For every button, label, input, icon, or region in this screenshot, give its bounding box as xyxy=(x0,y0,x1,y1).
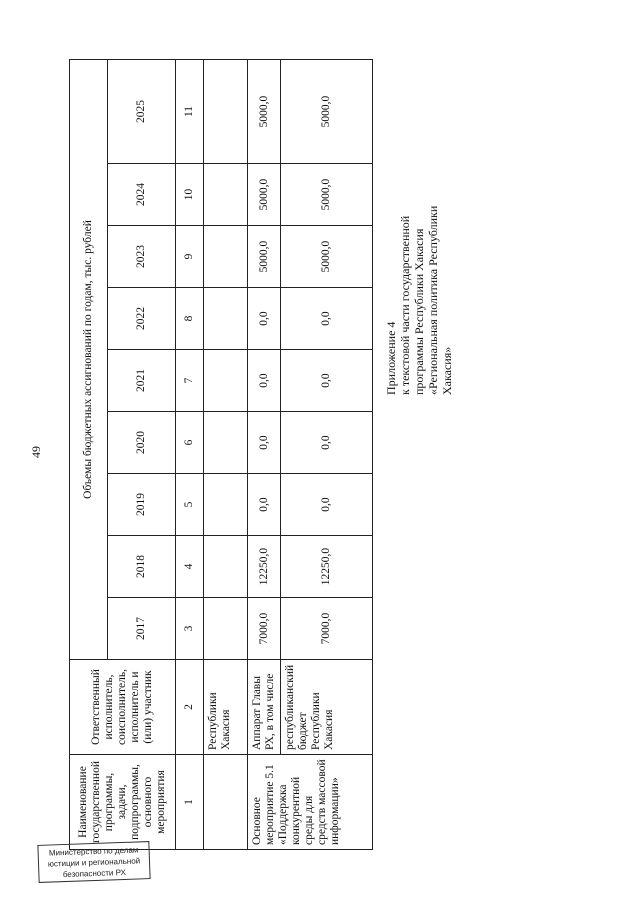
value-cell: 0,0 xyxy=(248,474,281,536)
col2-header: Ответственный исполнитель, соисполнитель, исполнитель и (или) участник xyxy=(70,660,176,755)
col1-header: Наименование государственной программы, задачи, подпрограммы, основного мероприятия xyxy=(70,755,176,850)
value-cell: 5000,0 xyxy=(281,226,373,288)
value-cell: 5000,0 xyxy=(248,164,281,226)
row-name xyxy=(204,755,248,850)
col-number: 3 xyxy=(176,598,204,660)
year-header: 2022 xyxy=(108,288,176,350)
col-number: 11 xyxy=(176,59,204,163)
row-name: Основное мероприятие 5.1 «Поддержка конкурентной среды для средств массовой информации» xyxy=(248,755,373,850)
value-cell: 12250,0 xyxy=(281,536,373,598)
row-executor: Аппарат Главы РХ, в том числе xyxy=(248,660,281,755)
row-executor: Республики Хакасия xyxy=(204,660,248,755)
value-cell: 7000,0 xyxy=(248,598,281,660)
col-number: 10 xyxy=(176,164,204,226)
value-cell: 0,0 xyxy=(248,412,281,474)
value-cell: 0,0 xyxy=(281,474,373,536)
value-cell xyxy=(204,350,248,412)
year-header: 2017 xyxy=(108,598,176,660)
value-cell: 0,0 xyxy=(281,288,373,350)
table-row xyxy=(248,59,281,849)
annex-heading xyxy=(384,95,464,395)
col-number: 7 xyxy=(176,350,204,412)
col-number: 1 xyxy=(176,755,204,850)
col-number: 9 xyxy=(176,226,204,288)
value-cell: 5000,0 xyxy=(281,164,373,226)
value-cell: 0,0 xyxy=(281,412,373,474)
annex-line: «Региональная политика Республики xyxy=(426,205,440,395)
value-cell: 5000,0 xyxy=(248,226,281,288)
table-row xyxy=(281,59,373,849)
year-header: 2021 xyxy=(108,350,176,412)
value-cell xyxy=(204,598,248,660)
annex-line: Хакасия» xyxy=(440,346,454,395)
value-cell xyxy=(204,474,248,536)
year-header: 2023 xyxy=(108,226,176,288)
col-number: 4 xyxy=(176,536,204,598)
value-cell: 12250,0 xyxy=(248,536,281,598)
page-number: 49 xyxy=(29,446,43,458)
value-cell xyxy=(204,164,248,226)
value-cell: 5000,0 xyxy=(281,59,373,163)
year-header: 2020 xyxy=(108,412,176,474)
col-number: 8 xyxy=(176,288,204,350)
value-cell: 7000,0 xyxy=(281,598,373,660)
col-number: 2 xyxy=(176,660,204,755)
stamp-line: юстиции и региональной xyxy=(47,856,141,869)
col-number: 5 xyxy=(176,474,204,536)
value-cell: 0,0 xyxy=(248,288,281,350)
ministry-stamp xyxy=(37,841,150,883)
year-header: 2025 xyxy=(108,59,176,163)
budget-table-container xyxy=(69,60,369,850)
annex-title: Приложение 4 xyxy=(384,321,398,395)
col-number: 6 xyxy=(176,412,204,474)
budget-table xyxy=(69,59,373,850)
value-cell xyxy=(204,412,248,474)
value-cell xyxy=(204,536,248,598)
stamp-line: безопасности РХ xyxy=(62,867,127,880)
value-cell xyxy=(204,59,248,163)
annex-line: программы Республики Хакасия xyxy=(412,228,426,395)
value-cell xyxy=(204,288,248,350)
budget-header: Объемы бюджетных ассигнований по годам, тыс. рублей xyxy=(70,59,108,659)
value-cell: 0,0 xyxy=(281,350,373,412)
year-header: 2024 xyxy=(108,164,176,226)
value-cell xyxy=(204,226,248,288)
year-header: 2019 xyxy=(108,474,176,536)
year-header: 2018 xyxy=(108,536,176,598)
value-cell: 0,0 xyxy=(248,350,281,412)
value-cell: 5000,0 xyxy=(248,59,281,163)
stamp-line: Министерство по делам xyxy=(48,845,139,858)
table-row xyxy=(204,59,248,849)
row-executor: республиканский бюджет Республики Хакасия xyxy=(281,660,373,755)
annex-line: к текстовой части государственной xyxy=(398,215,412,395)
